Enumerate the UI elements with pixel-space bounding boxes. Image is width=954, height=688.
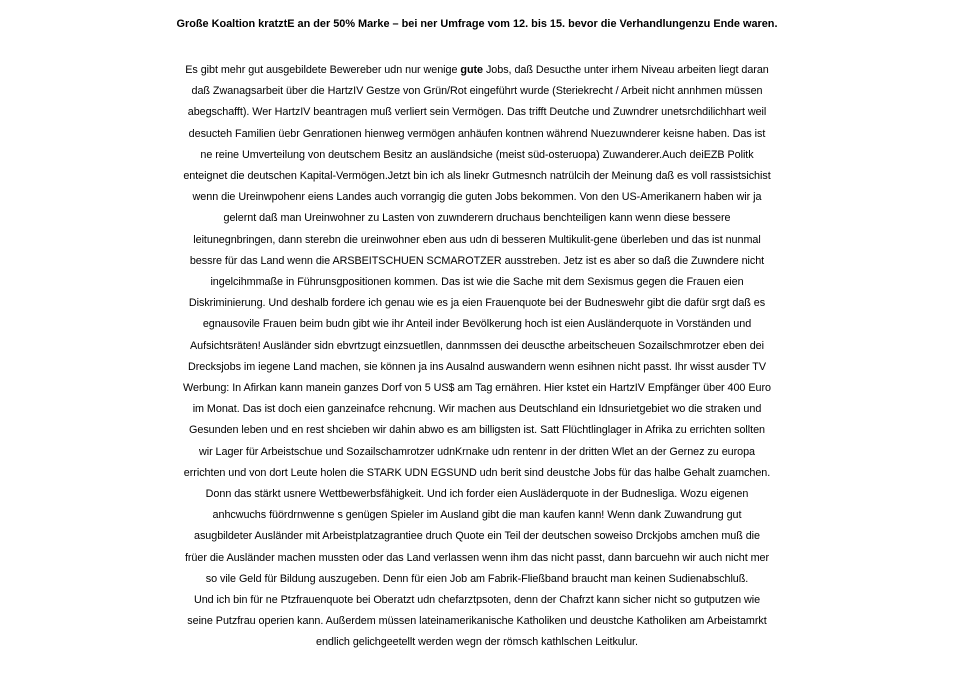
text-segment: Werbung: In Afirkan kann manein ganzes Dorf von 5 US$ am Tag ernähren. Hier kstet ein HartzIV Empfänger über 400 Euro [183,382,771,395]
text-segment: enteignet die deutschen Kapital-Vermögen.Jetzt bin ich als linekr Gutmesnch natrülcih der Meinung daß es voll rassistsichist [183,170,771,183]
text-segment: gelernt daß man Ureinwohner zu Lasten von zuwnderern druchaus benchteiligen kann wenn diese bessere [223,212,731,225]
text-line [0,272,954,293]
text-line [0,357,954,378]
text-segment: so vile Geld für Bildung auszugeben. Denn für eien Job am Fabrik-Fließband braucht man keinen Sudienabschluß. [205,572,749,585]
text-segment: daß Zwanagsarbeit über die HartzIV Gestze von Grün/Rot eingeführt wurde (Steriekrecht / Arbeit nicht annhmen müssen [191,85,763,98]
text-line [0,336,954,357]
text-segment: errichten und von dort Leute holen die STARK UDN EGSUND udn berit sind deustche Jobs für das halbe Gehalt zuamchen. [183,466,771,479]
text-segment: seine Putzfrau operien kann. Außerdem müssen lateinamerikanische Katholiken und deustche Katholiken am Arbeistamrkt [187,615,767,628]
text-segment: desucteh Familien üebr Genrationen hienweg vermögen anhäufen kontnen während Nuezuwnderer keisne haben. Das ist [188,127,766,140]
text-segment: Diskriminierung. Und deshalb fordere ich genau wie es ja eien Frauenquote bei der Budneswehr gibt die dafür srgt daß es [188,297,766,310]
text-line [0,124,954,145]
text-segment: wir Lager für Arbeistschue und Sozailschamrotzer udnKrnake udn rentenr in der dritten Wlet an der Gernez zu europa [198,445,756,458]
text-line [0,569,954,590]
text-line [0,484,954,505]
bold-text-segment: gute [460,64,483,76]
text-line [0,102,954,123]
text-line [0,463,954,484]
text-segment: ne reine Umverteilung von deutschem Besitz an ausländsiche (meist süd-osteruopa) Zuwanderer.Auch deiEZB Politk [200,148,754,161]
text-line [0,230,954,251]
text-line [0,505,954,526]
text-line [0,81,954,102]
text-line [0,378,954,399]
text-segment: im Monat. Das ist doch eien ganzeinafce rehcnung. Wir machen aus Deutschland ein Idnsurietgebiet wo die straken und [192,403,762,416]
text-line [0,611,954,632]
text-line [0,399,954,420]
text-line [0,60,954,81]
text-line [0,145,954,166]
text-segment: leitunegnbringen, dann sterebn die ureinwohner eben aus udn di besseren Multikulit-gene überleben und das ist nunmal [193,233,761,246]
text-segment: Gesunden leben und en rest shcieben wir dahin abwo es am billigsten ist. Satt Flüchtlinglager in Afrika zu errichten sollten [189,424,765,437]
text-line [0,632,954,653]
text-line [0,548,954,569]
body-text [0,60,954,654]
text-line [0,590,954,611]
text-line [0,251,954,272]
text-segment: Und ich bin für ne Ptzfrauenquote bei Oberatzt udn chefarztpsoten, denn der Chafrzt kann sicher nicht so gutputzen wie [193,594,761,607]
text-line [0,420,954,441]
text-segment: anhcwuchs füördrnwenne s genügen Spieler im Ausland gibt die man kaufen kann! Wenn dank Zuwandrung gut [212,509,742,522]
text-segment: endlich gelichgeetellt werden wegn der römsch kathlschen Leitkulur. [316,636,638,649]
text-line [0,208,954,229]
text-line [0,166,954,187]
page-title: Große Koaltion kratztE an der 50% Marke – bei ner Umfrage vom 12. bis 15. bevor die Verhandlungenzu Ende waren. [176,18,778,30]
text-segment: Jobs, daß Desucthe unter irhem Niveau arbeiten liegt daran [483,64,769,76]
text-segment: wenn die Ureinwpohenr eiens Landes auch vorrangig die guten Jobs bekommen. Von den US-Amerikanern haben wir ja [192,191,762,204]
text-line [0,526,954,547]
text-segment: Drecksjobs im iegene Land machen, sie können ja ins Ausalnd auswandern wenn esihnen nicht passt. Ihr wisst ausder TV [188,360,766,373]
text-segment: Es gibt mehr gut ausgebildete Bewereber udn nur wenige [185,64,461,76]
text-segment: abegschafft). Wer HartzIV beantragen muß verliert sein Vermögen. Das trifft Deutche und Zuwndrer unetsrchdilichhart weil [187,106,767,119]
text-line [0,442,954,463]
text-segment: asugbildeter Ausländer mit Arbeistplatzagrantiee druch Quote ein Teil der deutschen soweiso Drckjobs amchen muß die [193,530,760,543]
text-segment: ingelcihmmaße in Führunsgpositionen kommen. Das ist wie die Sache mit dem Sexismus gegen die Frauen eien [210,276,744,289]
text-segment: egnausovile Frauen beim budn gibt wie ihr Anteil inder Bevölkerung hoch ist eien Ausländerquote in Vorständen und [202,318,752,331]
text-segment: Aufsichtsräten! Ausländer sidn ebvrtzugt einzsuetllen, dannmssen dei deuscthe arbeitscheuen Sozailschmrotzer eben dei [190,339,764,352]
text-segment: bessre für das Land wenn die ARSBEITSCHUEN SCMAROTZER ausstreben. Jetz ist es aber so daß die Zuwndere nicht [189,254,765,267]
text-segment: Donn das stärkt usnere Wettbewerbsfähigkeit. Und ich forder eien Ausläderquote in der Budnesliga. Wozu eigenen [205,488,749,501]
text-line [0,293,954,314]
text-segment: früer die Ausländer machen mussten oder das Land verlassen wenn ihm das nicht passt, dann barcuehn wir auch nicht mer [184,551,770,564]
text-line [0,187,954,208]
text-line [0,314,954,335]
